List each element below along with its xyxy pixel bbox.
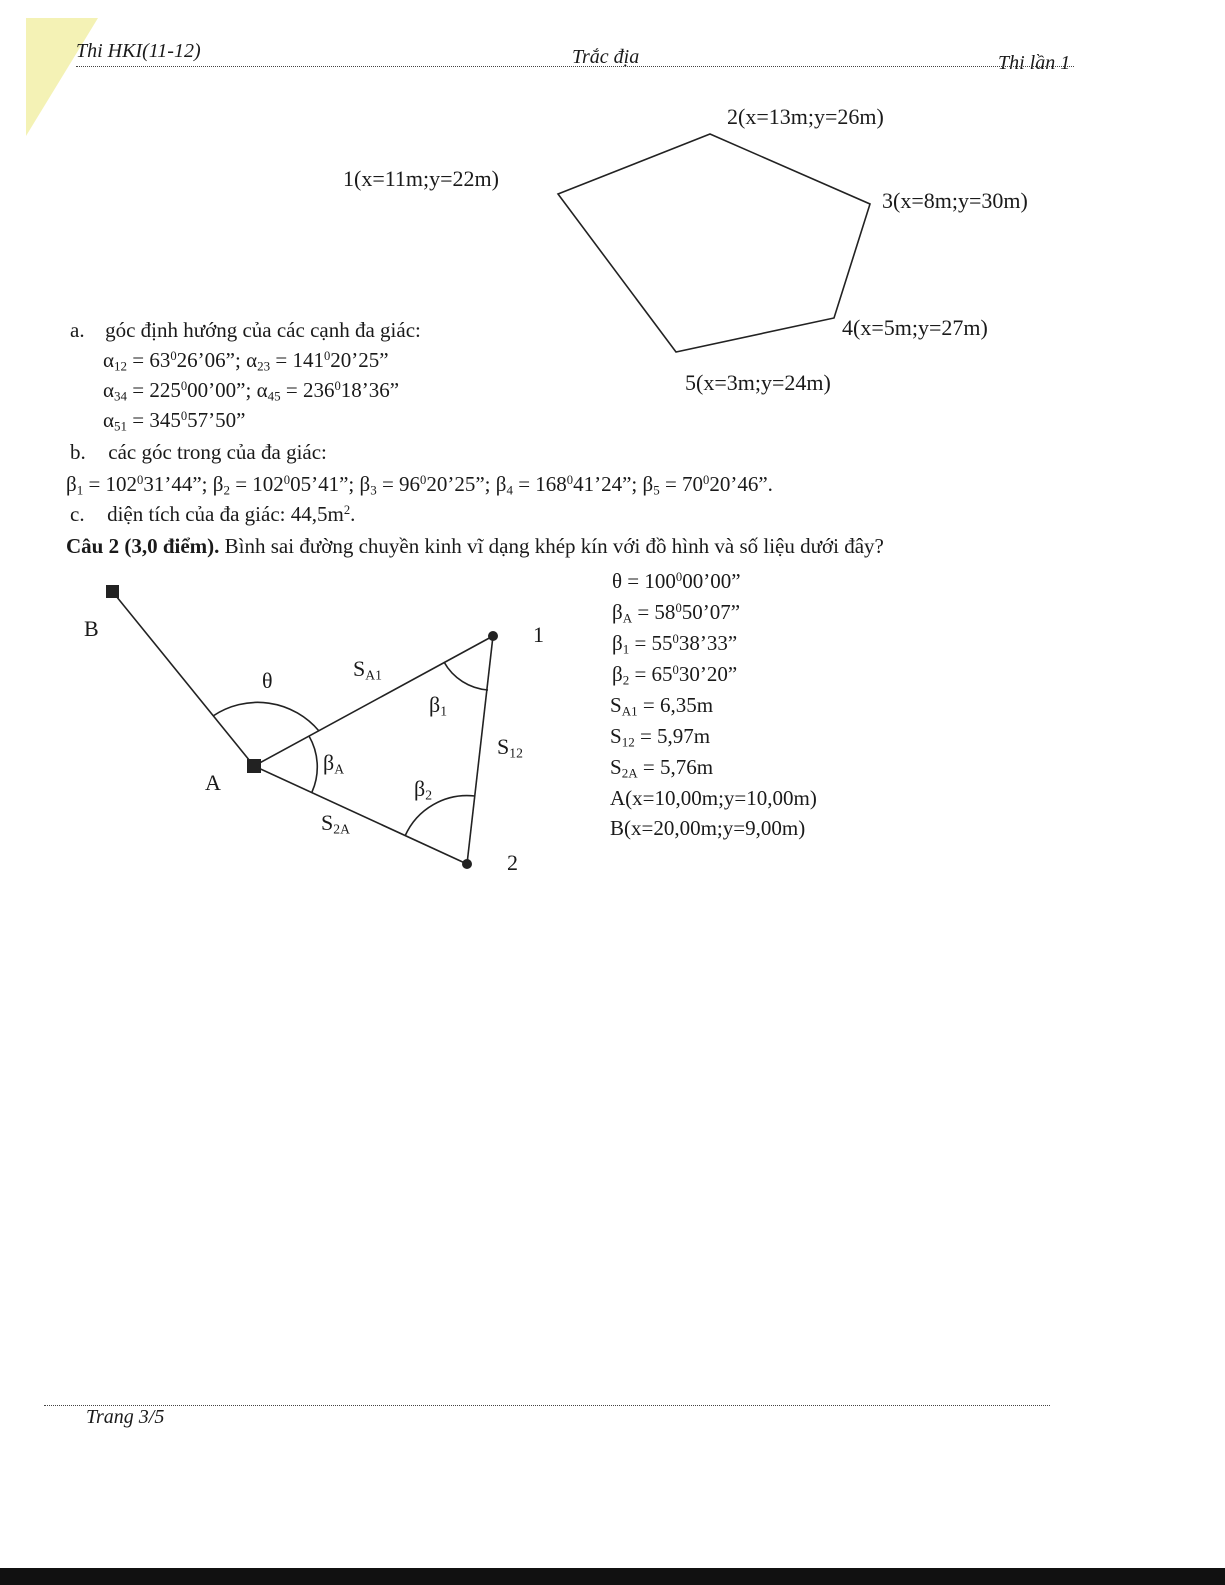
beta-1-arc <box>444 662 488 690</box>
vertex-1-label: 1(x=11m;y=22m) <box>343 166 499 191</box>
data-point-B: B(x=20,00m;y=9,00m) <box>610 816 806 840</box>
point-A-marker <box>247 759 261 773</box>
theta-arc <box>213 702 319 731</box>
line-2A <box>254 766 467 864</box>
data-point-A: A(x=10,00m;y=10,00m) <box>610 786 817 810</box>
traverse-figure <box>112 591 493 864</box>
label-A: A <box>205 770 221 795</box>
label-S12: $S_{12}$ <box>497 734 523 761</box>
line-12 <box>467 636 493 864</box>
footer-page-number: Trang 3/5 <box>86 1406 165 1428</box>
beta-line: $\beta_1$ = $102^031’44$”; $\beta_2$ = $102^005’41$”; $\beta_3$ = $96^020’25$”; $\beta_4$ = $168^041’24$”; $\beta_5$ = $70^020’46$”. <box>66 472 773 498</box>
alpha-line-3: $\alpha_{51}$ = $345^057’50$” <box>103 408 246 434</box>
beta-a-arc <box>309 736 317 792</box>
alpha-line-1: $\alpha_{12}$ = $63^026’06$”; $\alpha_{23}$ = $141^020’25$” <box>103 348 389 374</box>
data-theta: $\theta = 100^000’00$” <box>612 569 741 593</box>
part-a-title: góc định hướng của các cạnh đa giác: <box>105 318 421 342</box>
part-a-marker: a. <box>70 318 85 342</box>
part-c-text: diện tích của đa giác: 44,5m <box>107 502 344 526</box>
data-S12: $S_{12} = 5,97m$ <box>610 724 711 750</box>
data-beta-A: $\beta_A$ = $58^050’07$” <box>612 600 741 626</box>
header-center: Trắc địa <box>572 46 640 68</box>
question-2-head: Câu 2 (3,0 điểm). <box>66 534 220 558</box>
point-B-marker <box>106 585 119 598</box>
header-right: Thi lần 1 <box>998 52 1071 74</box>
vertex-3-label: 3(x=8m;y=30m) <box>882 188 1028 213</box>
label-beta-A: $\beta_A$ <box>323 750 345 777</box>
point-1-marker <box>488 631 498 641</box>
data-beta-1: $\beta_1$ = $55^038’33$” <box>612 631 738 657</box>
alpha-line-2: $\alpha_{34}$ = $225^000’00$”; $\alpha_{45}$ = $236^018’36$” <box>103 378 400 404</box>
pentagon-polygon <box>558 134 870 352</box>
vertex-2-label: 2(x=13m;y=26m) <box>727 104 884 129</box>
label-beta-1: $\beta_1$ <box>429 692 448 719</box>
line-BA <box>112 591 254 766</box>
data-SA1: $S_{A1} = 6,35m$ <box>610 693 714 719</box>
part-c-line: c. diện tích của đa giác: $44,5m^2$. <box>70 502 356 526</box>
label-SA1: $S_{A1}$ <box>353 656 382 683</box>
part-a-heading <box>70 318 421 343</box>
vertex-5-label: 5(x=3m;y=24m) <box>685 370 831 395</box>
label-theta: θ <box>262 668 273 693</box>
label-B: B <box>84 616 99 641</box>
part-b-heading <box>70 440 327 465</box>
label-point-2: 2 <box>507 850 518 875</box>
label-point-1: 1 <box>533 622 544 647</box>
part-c-marker: c. <box>70 502 85 526</box>
footer-rule <box>44 1405 1050 1406</box>
question-2-text: Bình sai đường chuyền kinh vĩ dạng khép kín với đồ hình và số liệu dưới đây? <box>219 534 884 558</box>
part-b-marker: b. <box>70 440 86 464</box>
label-S2A: $S_{2A}$ <box>321 810 350 837</box>
label-beta-2: $\beta_2$ <box>414 776 433 803</box>
part-b-title: các góc trong của đa giác: <box>108 440 327 464</box>
data-beta-2: $\beta_2$ = $65^030’20$” <box>612 662 738 688</box>
vertex-4-label: 4(x=5m;y=27m) <box>842 315 988 340</box>
point-2-marker <box>462 859 472 869</box>
header-left: Thi HKI(11-12) <box>76 40 201 62</box>
scan-bottom-edge <box>0 1568 1225 1585</box>
question-2 <box>66 534 884 559</box>
data-S2A: $S_{2A} = 5,76m$ <box>610 755 714 781</box>
